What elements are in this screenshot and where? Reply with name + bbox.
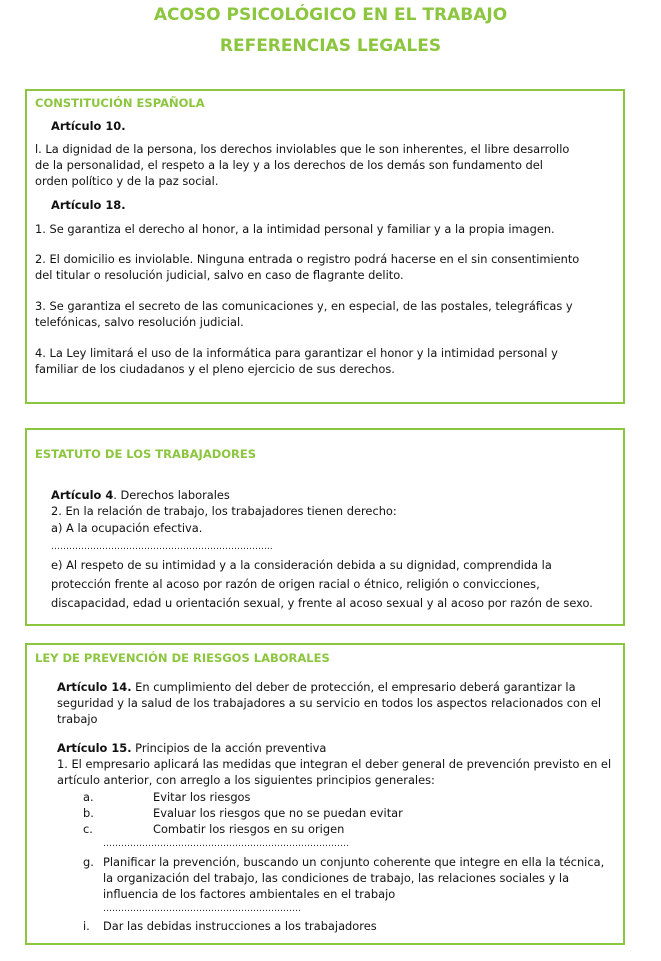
paragraph-line: familiar de los ciudadanos y el pleno ejercicio de sus derechos. <box>35 362 395 376</box>
article-label: Artículo 14. <box>57 680 132 694</box>
paragraph-line: telefónicas, salvo resolución judicial. <box>35 315 244 329</box>
paragraph-line: discapacidad, edad u orientación sexual, y frente al acoso sexual y al acoso por razón de sexo. <box>51 596 593 610</box>
paragraph-line: protección frente al acoso por razón de origen racial o étnico, religión o convicciones, <box>51 577 540 591</box>
list-item-letter: b. <box>83 806 94 820</box>
estatuto-section <box>25 428 625 626</box>
paragraph-line: a) A la ocupación efectiva. <box>51 521 203 535</box>
prevencion-section <box>25 643 625 945</box>
list-item-letter: a. <box>83 790 94 804</box>
paragraph-line: influencia de los factores ambientales en el trabajo <box>103 887 396 901</box>
article-label: Artículo 15. <box>57 741 132 755</box>
paragraph-line: 4. La Ley limitará el uso de la informática para garantizar el honor y la intimidad personal y <box>35 346 558 360</box>
list-item: Evaluar los riesgos que no se puedan evitar <box>153 806 403 820</box>
paragraph-line: de la personalidad, el respeto a la ley y a los derechos de los demás son fundamento del <box>35 158 543 172</box>
paragraph-line: 2. En la relación de trabajo, los trabajadores tienen derecho: <box>51 504 397 518</box>
paragraph-line: orden político y de la paz social. <box>35 174 219 188</box>
paragraph-line: 2. El domicilio es inviolable. Ninguna entrada o registro podrá hacerse en el sin consentimiento <box>35 252 580 266</box>
article-heading <box>51 488 230 504</box>
paragraph-line: artículo anterior, con arreglo a los siguientes principios generales: <box>57 773 435 787</box>
article-heading <box>57 741 326 757</box>
paragraph-line: 3. Se garantiza el secreto de las comunicaciones y, en especial, de las postales, telegráficas y <box>35 299 573 313</box>
list-item-letter: g. <box>83 855 94 869</box>
list-item: Dar las debidas instrucciones a los trabajadores <box>103 919 377 933</box>
list-item-letter: i. <box>83 919 90 933</box>
constitucion-section <box>25 89 625 404</box>
list-item: Combatir los riesgos en su origen <box>153 822 345 836</box>
article-heading <box>57 680 576 696</box>
paragraph-line: Planificar la prevención, buscando un conjunto coherente que integre en ella la técnica, <box>103 855 605 869</box>
paragraph-line: l. La dignidad de la persona, los derechos inviolables que le son inherentes, el libre desarrollo <box>35 142 570 156</box>
paragraph-line: del titular o resolución judicial, salvo en caso de flagrante delito. <box>35 268 404 282</box>
article-title: . Derechos laborales <box>113 488 230 502</box>
ellipsis-dots: ……………………………………………………………….. <box>51 542 273 552</box>
paragraph-line: seguridad y la salud de los trabajadores a su servicio en todos los aspectos relacionados con el <box>57 696 602 710</box>
article-title: Principios de la acción preventiva <box>131 741 327 755</box>
paragraph-line: e) Al respeto de su intimidad y a la consideración debida a su dignidad, comprendida la <box>51 558 552 572</box>
section-heading: LEY DE PREVENCIÓN DE RIESGOS LABORALES <box>35 651 330 665</box>
article-label: Artículo 10. <box>51 119 126 133</box>
paragraph-line: 1. El empresario aplicará las medidas que integran el deber general de prevención previsto en el <box>57 757 612 771</box>
section-heading: ESTATUTO DE LOS TRABAJADORES <box>35 447 257 461</box>
paragraph-line: la organización del trabajo, las condiciones de trabajo, las relaciones sociales y la <box>103 871 570 885</box>
paragraph-line: En cumplimiento del deber de protección, el empresario deberá garantizar la <box>131 680 576 694</box>
section-heading: CONSTITUCIÓN ESPAÑOLA <box>35 96 205 110</box>
ellipsis-dots: ………………………………………………………… <box>103 904 301 914</box>
paragraph-line: 1. Se garantiza el derecho al honor, a la intimidad personal y familiar y a la propia imagen. <box>35 222 555 236</box>
list-item-letter: c. <box>83 822 93 836</box>
article-label: Artículo 18. <box>51 198 126 212</box>
paragraph-line: trabajo <box>57 712 98 726</box>
ellipsis-dots: ………………………………………………………………………. <box>103 839 349 849</box>
page-subtitle: REFERENCIAS LEGALES <box>219 36 442 56</box>
list-item: Evitar los riesgos <box>153 790 251 804</box>
page-title: ACOSO PSICOLÓGICO EN EL TRABAJO <box>153 5 508 25</box>
article-label: Artículo 4 <box>51 488 114 502</box>
